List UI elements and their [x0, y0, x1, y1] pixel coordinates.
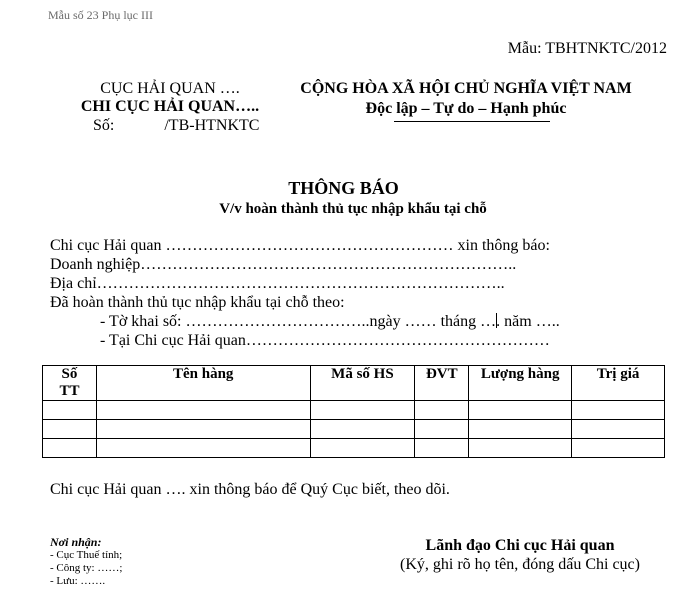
table-header-row	[43, 366, 665, 401]
table-cell[interactable]	[310, 439, 415, 458]
table-cell[interactable]	[572, 401, 665, 420]
table-cell[interactable]	[572, 439, 665, 458]
document-number	[93, 117, 259, 135]
recipient-item: - Cục Thuế tỉnh;	[50, 549, 123, 561]
table-cell[interactable]	[415, 401, 469, 420]
body-line-address[interactable]: Địa chỉ…………………………………………………………………..	[50, 275, 505, 292]
document-title: THÔNG BÁO	[288, 178, 399, 198]
closing-statement[interactable]: Chi cục Hải quan …. xin thông báo để Quý Cục biết, theo dõi.	[50, 481, 450, 498]
number-suffix: /TB-HTNKTC	[164, 117, 260, 134]
table-cell[interactable]	[469, 420, 572, 439]
table-cell[interactable]	[96, 401, 310, 420]
body-line-enterprise[interactable]: Doanh nghiệp……………………………………………………………..	[50, 256, 517, 273]
col-header-value: Trị giá	[572, 366, 665, 401]
declaration-text-after: . năm …..	[496, 313, 560, 330]
body-line-at-office[interactable]: - Tại Chi cục Hải quan…………………………………………………	[100, 332, 550, 349]
authority-branch: CHI CỤC HẢI QUAN…..	[80, 98, 260, 115]
col-header-stt: Số TT	[43, 366, 97, 401]
body-line-customs-office[interactable]: Chi cục Hải quan ……………………………………………… xin thông báo:	[50, 237, 550, 254]
col-header-hs-code: Mã số HS	[310, 366, 415, 401]
table-cell[interactable]	[43, 420, 97, 439]
issuing-authority	[60, 80, 280, 116]
signature-note: (Ký, ghi rõ họ tên, đóng dấu Chi cục)	[400, 556, 640, 573]
col-header-unit: ĐVT	[415, 366, 469, 401]
national-heading	[298, 79, 634, 119]
recipients-block	[50, 536, 122, 588]
number-label: Số:	[93, 117, 115, 134]
declaration-text-before: - Tờ khai số: ……………………………..ngày …… tháng …	[100, 313, 497, 330]
table-cell[interactable]	[415, 420, 469, 439]
table-cell[interactable]	[469, 439, 572, 458]
table-cell[interactable]	[572, 420, 665, 439]
recipients-label: Nơi nhận:	[50, 535, 102, 549]
table-cell[interactable]	[415, 439, 469, 458]
table-cell[interactable]	[310, 420, 415, 439]
nation-name: CỘNG HÒA XÃ HỘI CHỦ NGHĨA VIỆT NAM	[300, 80, 632, 97]
table-cell[interactable]	[43, 439, 97, 458]
table-cell[interactable]	[96, 439, 310, 458]
goods-table	[42, 365, 665, 458]
recipient-item: - Lưu: …….	[50, 575, 106, 587]
table-cell[interactable]	[310, 401, 415, 420]
signatory-title: Lãnh đạo Chi cục Hải quan	[425, 537, 615, 554]
motto-underline	[394, 121, 550, 122]
table-cell[interactable]	[469, 401, 572, 420]
table-row	[43, 439, 665, 458]
table-cell[interactable]	[96, 420, 310, 439]
nation-motto: Độc lập – Tự do – Hạnh phúc	[365, 100, 567, 117]
document-subtitle: V/v hoàn thành thủ tục nhập khẩu tại chỗ	[219, 201, 487, 217]
body-line-completed[interactable]: Đã hoàn thành thủ tục nhập khẩu tại chỗ theo:	[50, 294, 345, 311]
col-header-quantity: Lượng hàng	[469, 366, 572, 401]
body-line-declaration[interactable]	[50, 312, 560, 331]
template-code: Mẫu: TBHTNKTC/2012	[507, 40, 667, 57]
form-code: Mẫu số 23 Phụ lục III	[48, 8, 153, 22]
table-row	[43, 420, 665, 439]
table-row	[43, 401, 665, 420]
table-cell[interactable]	[43, 401, 97, 420]
col-header-item-name: Tên hàng	[96, 366, 310, 401]
authority-department: CỤC HẢI QUAN ….	[100, 80, 240, 97]
signature-block	[370, 536, 670, 574]
recipient-item: - Công ty: ……;	[50, 562, 123, 574]
document-body	[50, 236, 560, 350]
